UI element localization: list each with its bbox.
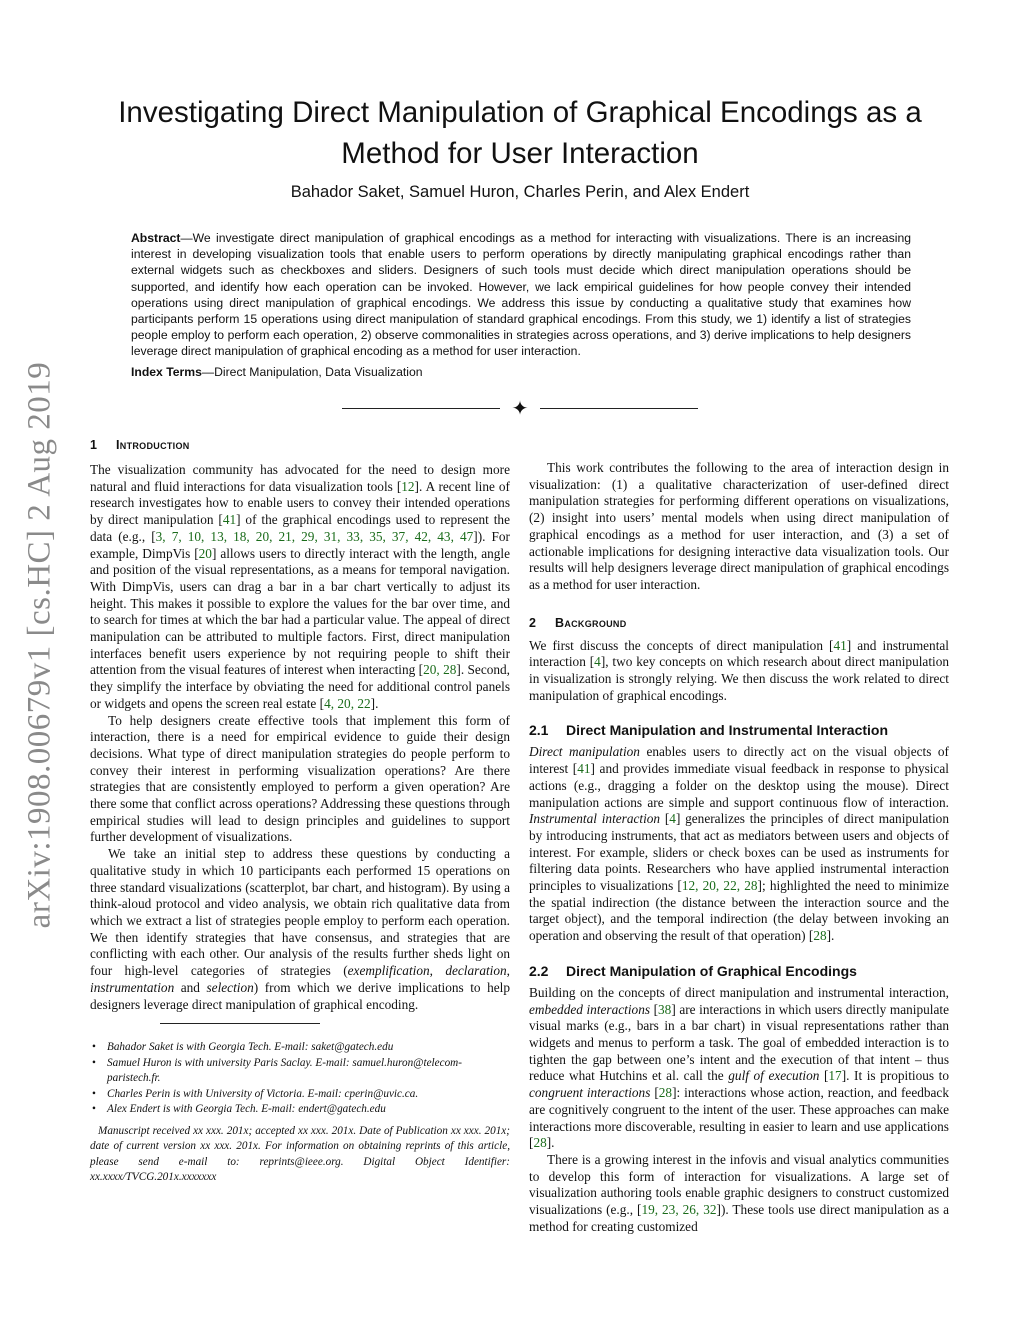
section-title: Introduction	[116, 438, 190, 452]
section-number: 2	[529, 615, 536, 630]
section-heading-introduction	[90, 438, 510, 452]
citation-link[interactable]: 19, 23, 26, 32	[641, 1202, 717, 1218]
arxiv-identifier: arXiv:1908.00679v1 [cs.HC] 2 Aug 2019	[21, 361, 58, 929]
intro-paragraph-2: To help designers create effective tools that implement this form of interaction, there is a need for empirical evidence to guide their design decisions. What type of direct manipulation strategies do people perform to convey their interest in performing visualization operations? Are there strategies that are consistently employed to perform a given operation? Are there some that conflict across operations? Addressing these questions through empirical studies will lead to design principles and guidelines to support further development of visualizations.	[90, 712, 510, 845]
citation-link[interactable]: 17	[828, 1068, 842, 1084]
intro-paragraph-1: The visualization community has advocated for the need to design more natural and fluid interactions for data visualization tools [12]. A recent line of research investigates how to enable users to convey their intended operations by direct manipulation [41] of the graphical encodings used to represent the data (e.g., [3, 7, 10, 13, 18, 20, 21, 29, 31, 33, 35, 37, 42, 43, 47]). For example, DimpVis [20] allows users to directly interact with the length, angle and position of the visual representations, as a means for temporal navigation. With DimpVis, users can drag a bar in a bar chart vertically to adjust its height. This makes it possible to explore the values for the bar over time, and to search for times at which the bar had a particular value. The appeal of direct manipulation can be attributed to multiple factors. First, direct manipulation interfaces benefit users experience by not requiring people to shift their attention from the visual features of interest when interacting [20, 28]. Second, they simplify the interface by obviating the need for additional control panels or widgets and opens the screen real estate [4, 20, 22].	[90, 462, 510, 711]
direct-manipulation-paragraph: Direct manipulation enables users to directly act on the visual objects of interest [41] and provides immediate visual feedback in response to physical actions (e.g., dragging a folder on the desktop using the mouse). Direct manipulation actions are simple and support continuous flow of interaction. Instrumental interaction [4] generalizes the principles of direct manipulation by introducing instruments, that act as mediators between users and objects of interest. For example, sliders or check boxes can be used as instruments for filtering data points. Researchers who have applied instrumental interaction principles to visualizations [12, 20, 22, 28]; highlighted the need to minimize the spatial indirection (the distance between the interaction source and the target object), and the temporal indirection (the delay between invoking an operation and observing the result of that operation) [28].	[529, 744, 949, 944]
citation-link[interactable]: 38	[658, 1001, 672, 1017]
section-number: 1	[90, 438, 97, 452]
author-list: Bahador Saket, Samuel Huron, Charles Perin, and Alex Endert	[290, 183, 750, 201]
footnote-item: • Charles Perin is with University of Victoria. E-mail: cperin@uvic.ca.	[92, 1087, 419, 1100]
subsection-title: Direct Manipulation of Graphical Encodings	[566, 962, 857, 979]
divider-rule-left	[342, 408, 500, 409]
abstract-text: —We investigate direct manipulation of graphical encodings as a method for interacting with visualizations. There is an increasing interest in developing visualization tools that enable users to perform operations by directly manipulating graphical encodings rather than external widgets such as checkboxes and sliders. Designers of such tools must decide which direct manipulation operations should be supported, and identify how each operation can be invoked. However, we lack empirical guidelines for how people convey their intended operations using direct manipulation of graphical encodings. We address this issue by conducting a qualitative study that examines how participants perform 15 operations using direct manipulation of standard graphical encodings. From this study, we 1) identify a list of strategies people employ to perform each operation, 2) observe commonalities in strategies across operations, and 3) derive implications to help designers leverage direct manipulation of graphical encoding as a method for user interaction.	[131, 231, 911, 359]
citation-link[interactable]: 28	[533, 1135, 547, 1151]
citation-link[interactable]: 28	[658, 1085, 673, 1101]
citation-link[interactable]: 4	[669, 811, 676, 827]
section-title: Background	[555, 615, 627, 630]
citation-link[interactable]: 3, 7, 10, 13, 18, 20, 21, 29, 31, 33, 35, 37, 42, 43, 47	[155, 528, 474, 544]
section-heading-background	[529, 616, 949, 630]
subsection-heading-graphical-encodings	[529, 963, 949, 979]
subsection-number: 2.2	[529, 962, 549, 979]
abstract	[131, 230, 911, 360]
citation-link[interactable]: 41	[577, 761, 591, 777]
subsection-title: Direct Manipulation and Instrumental Interaction	[566, 722, 889, 739]
footnote-item: • Samuel Huron is with university Paris Saclay. E-mail: samuel.huron@telecom-paristech.fr.	[92, 1056, 462, 1085]
citation-link[interactable]: 28	[813, 928, 827, 944]
index-terms-label: Index Terms	[131, 365, 202, 379]
index-terms-text: —Direct Manipulation, Data Visualization	[201, 365, 423, 379]
divider-star-icon: ✦	[511, 398, 529, 420]
right-column	[529, 460, 949, 1235]
paper-title: Investigating Direct Manipulation of Graphical Encodings as a Method for User Interaction	[118, 96, 922, 170]
graphical-encodings-paragraph-2: There is a growing interest in the infovis and visual analytics communities to develop this form of interaction for visualizations. A large set of visualization authoring tools enable graphic designers to construct customized visualizations (e.g., [19, 23, 26, 32]). These tools use direct manipulation as a method for creating customized	[529, 1151, 949, 1234]
footnote-rule	[160, 1023, 320, 1024]
subsection-number: 2.1	[529, 722, 549, 739]
citation-link[interactable]: 20	[198, 545, 212, 561]
graphical-encodings-paragraph-1: Building on the concepts of direct manipulation and instrumental interaction, embedded interactions [38] are interactions in which users directly manipulate visual marks (e.g., bars in a bar chart) in visual representations rather than widgets and menus to perform a task. The goal of embedded interaction is to tighten the gap between one’s intent and the execution of that intent – thus reduce what Hutchins et al. call the gulf of execution [17]. It is propitious to congruent interactions [28]: interactions whose action, reaction, and feedback are cognitively congruent to the intent of the user. These approaches can make interactions more discoverable, resulting in easier to learn and use applications [28].	[529, 984, 950, 1151]
subsection-heading-direct-manipulation	[529, 722, 949, 738]
footnote-item: • Bahador Saket is with Georgia Tech. E-mail: saket@gatech.edu	[92, 1041, 394, 1054]
citation-link[interactable]: 4, 20, 22	[324, 695, 371, 711]
author-footnotes	[90, 1040, 510, 1118]
contributions-paragraph: This work contributes the following to the area of interaction design in visualization: (1) a qualitative characterization of user-defined direct manipulation strategies for performing different operations on visualizations, (2) insight into users’ mental models when using direct manipulation of graphical encodings as a method for user interaction, and (3) a set of actionable implications for designing interactive data visualization tools. Our results will help designers leverage direct manipulation of graphical encodings as a method for user interaction.	[529, 460, 949, 592]
section-divider	[340, 396, 700, 422]
left-column	[90, 438, 510, 1186]
manuscript-note: Manuscript received xx xxx. 201x; accepted xx xxx. 201x. Date of Publication xx xxx. 201x; date of current version xx xxx. 201x. For information on obtaining reprints of this article, please send e-mail to: reprints@ieee.org. Digital Object Identifier: xx.xxxx/TVCG.201x.xxxxxxx	[90, 1124, 510, 1184]
intro-paragraph-3: We take an initial step to address these questions by conducting a qualitative study in which 10 participants each performed 15 operations on three standard visualizations (scatterplot, bar chart, and histogram). By using a think-aloud protocol and video analysis, we obtain rich qualitative data from which we extract a list of strategies people employ to perform each operation. We then identify strategies that have consensus, and strategies that are conflicting with each other. Our analysis of the results further sheds light on four high-level categories of strategies (exemplification, declaration, instrumentation and selection) from which we derive implications to help designers leverage direct manipulation of graphical encoding.	[90, 846, 510, 1012]
index-terms	[131, 364, 911, 380]
citation-link[interactable]: 41	[833, 637, 847, 653]
background-paragraph: We first discuss the concepts of direct manipulation [41] and instrumental interaction [4], two key concepts on which research about direct manipulation in visualization is strongly relying. We then discuss the work related to direct manipulation of graphical encodings.	[529, 637, 950, 703]
abstract-label: Abstract	[131, 231, 181, 245]
footnote-item: • Alex Endert is with Georgia Tech. E-mail: endert@gatech.edu	[92, 1103, 386, 1116]
citation-link[interactable]: 12, 20, 22, 28	[681, 878, 758, 894]
citation-link[interactable]: 20, 28	[423, 662, 457, 678]
citation-link[interactable]: 41	[222, 512, 237, 528]
citation-link[interactable]: 12	[401, 478, 415, 494]
divider-rule-right	[540, 408, 698, 409]
citation-link[interactable]: 4	[594, 654, 601, 670]
